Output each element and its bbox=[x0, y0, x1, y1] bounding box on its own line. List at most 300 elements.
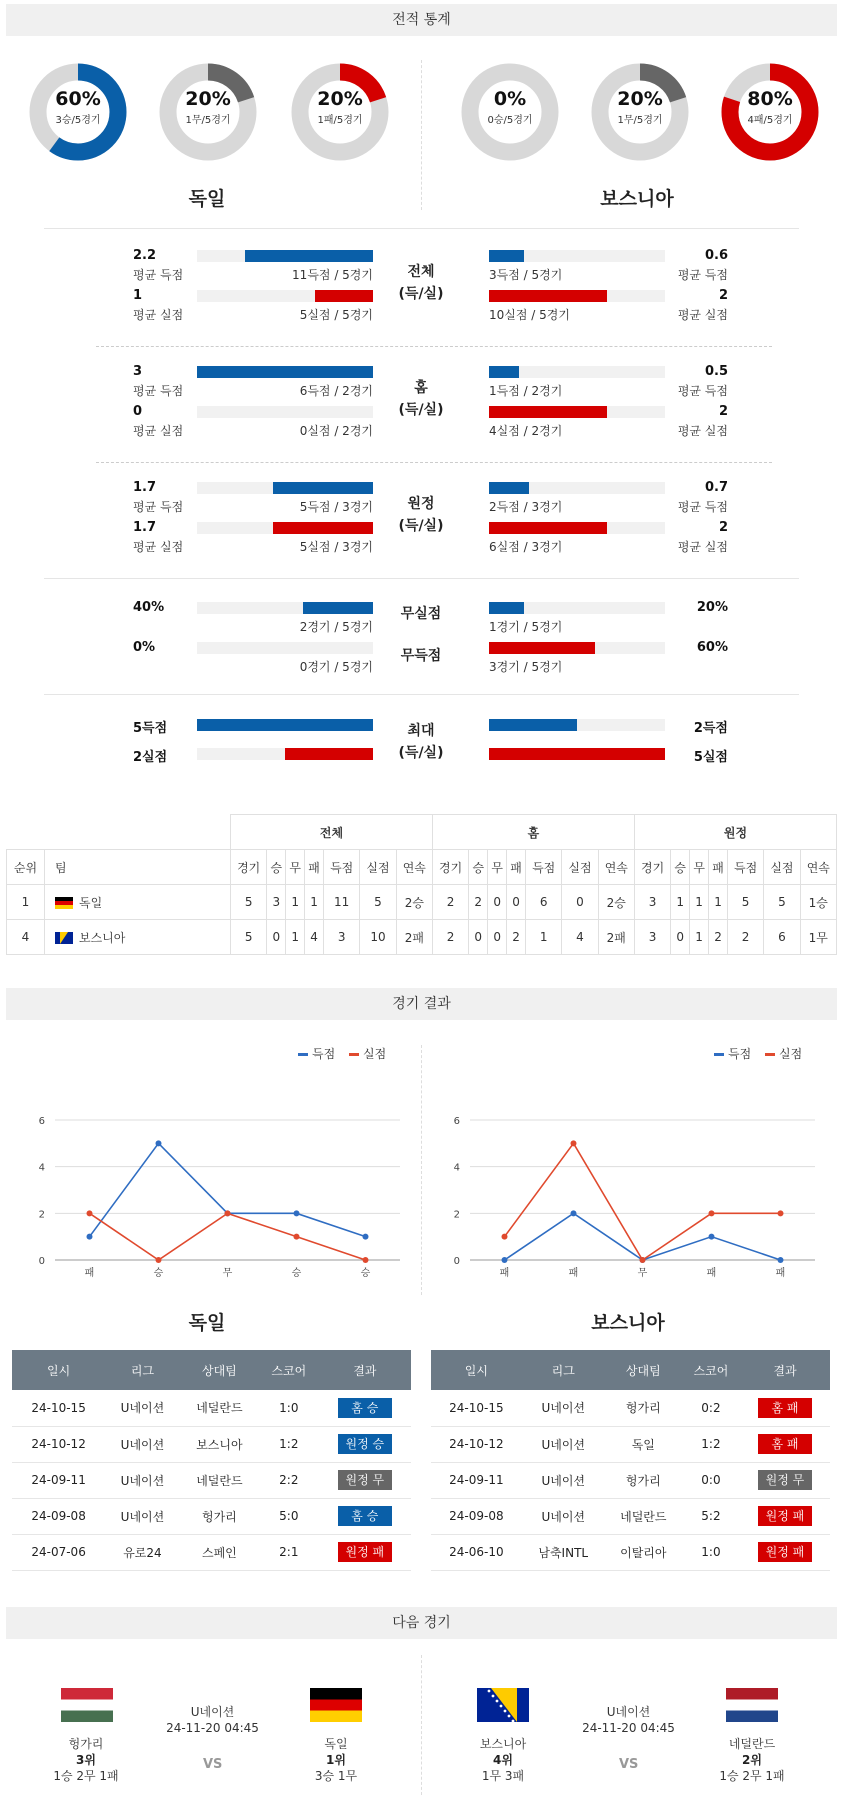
col-header: 득점 bbox=[727, 850, 763, 885]
result-cell bbox=[740, 1498, 830, 1534]
legend-swatch-scored bbox=[298, 1053, 308, 1056]
point-conceded bbox=[363, 1257, 369, 1263]
team-name: 보스니아 bbox=[479, 1737, 527, 1751]
home-avg-scored-value: 2.2 bbox=[133, 248, 157, 263]
col-header: 패 bbox=[507, 850, 526, 885]
away-clean-note: 1경기 / 5경기 bbox=[489, 620, 563, 634]
x-tick-label: 패 bbox=[706, 1268, 717, 1279]
y-tick-label: 2 bbox=[453, 1209, 460, 1221]
away-avg-conceded-value: 2 bbox=[718, 404, 728, 419]
standings-cell: 2승 bbox=[396, 885, 432, 920]
legend-label-conceded: 실점 bbox=[363, 1047, 387, 1061]
col-header: 무 bbox=[286, 850, 305, 885]
result-date: 24-09-11 bbox=[12, 1462, 105, 1498]
stat-center-sub: (득/실) bbox=[398, 402, 444, 418]
standings-cell: 2 bbox=[432, 885, 468, 920]
away-clean-bar-fill bbox=[489, 602, 524, 614]
point-conceded bbox=[778, 1210, 784, 1216]
donut-percent: 20% bbox=[617, 88, 663, 110]
col-header: 경기 bbox=[432, 850, 468, 885]
away-conceded-bar-fill bbox=[489, 406, 607, 418]
standings-cell: 0 bbox=[267, 920, 286, 955]
y-tick-label: 6 bbox=[453, 1116, 460, 1127]
result-badge: 원정 패 bbox=[758, 1542, 812, 1562]
result-cell bbox=[319, 1426, 411, 1462]
result-league: U네이션 bbox=[522, 1462, 605, 1498]
standings-cell: 3 bbox=[324, 920, 360, 955]
y-tick-label: 0 bbox=[38, 1256, 45, 1267]
vs-label: VS bbox=[203, 1757, 223, 1772]
chart-home-goals bbox=[30, 1100, 410, 1290]
result-badge: 원정 승 bbox=[338, 1434, 392, 1454]
standings-cell: 1승 bbox=[800, 885, 836, 920]
result-opp: 네덜란드 bbox=[605, 1498, 682, 1534]
donut-chart bbox=[158, 62, 258, 162]
home-conceded-note: 5실점 / 3경기 bbox=[299, 540, 373, 554]
chart-legend-away bbox=[704, 1045, 802, 1062]
result-badge: 원정 무 bbox=[338, 1470, 392, 1490]
team-record: 3승 1무 bbox=[314, 1769, 358, 1783]
result-badge: 홈 승 bbox=[338, 1398, 392, 1418]
result-date: 24-10-15 bbox=[12, 1390, 105, 1426]
result-opp: 보스니아 bbox=[180, 1426, 259, 1462]
standings-cell: 0 bbox=[507, 885, 526, 920]
standings-cell: 1 bbox=[305, 885, 324, 920]
result-league: U네이션 bbox=[522, 1498, 605, 1534]
point-conceded bbox=[709, 1210, 715, 1216]
away-scored-bar-track bbox=[489, 482, 665, 494]
standings-cell: 4 bbox=[305, 920, 324, 955]
x-tick-label: 승 bbox=[291, 1268, 302, 1279]
standings-cell: 1 bbox=[286, 885, 305, 920]
result-opp: 네덜란드 bbox=[180, 1390, 259, 1426]
home-scored-note: 11득점 / 5경기 bbox=[292, 268, 373, 282]
result-cell bbox=[319, 1390, 411, 1426]
donut-label bbox=[158, 88, 258, 126]
away-max-conceded-value: 5실점 bbox=[693, 750, 728, 765]
result-opp: 스페인 bbox=[180, 1534, 259, 1570]
home-noscore-note: 0경기 / 5경기 bbox=[299, 660, 373, 674]
away-avg-scored-label: 평균 득점 bbox=[677, 384, 728, 398]
stat-center-label: 원정 bbox=[407, 496, 435, 512]
away-avg-conceded-value: 2 bbox=[718, 520, 728, 535]
result-row bbox=[12, 1390, 411, 1426]
standings-group-home: 홈 bbox=[432, 815, 634, 850]
away-scored-note: 2득점 / 3경기 bbox=[489, 500, 563, 514]
donut-percent: 0% bbox=[493, 88, 527, 110]
standings-table bbox=[6, 814, 837, 955]
away-avg-conceded-label: 평균 실점 bbox=[677, 540, 728, 554]
team-record: 1승 2무 1패 bbox=[53, 1769, 119, 1783]
result-opp: 독일 bbox=[605, 1426, 682, 1462]
away-noscore-bar-track bbox=[489, 642, 665, 654]
result-date: 24-06-10 bbox=[431, 1534, 522, 1570]
chart-away-goals bbox=[445, 1100, 825, 1290]
y-tick-label: 4 bbox=[38, 1162, 45, 1174]
team-name-away: 보스니아 bbox=[600, 188, 674, 210]
col-header: 경기 bbox=[634, 850, 670, 885]
standings-cell: 3 bbox=[634, 920, 670, 955]
col-rank: 순위 bbox=[7, 850, 45, 885]
donut-subtitle: 3승/5경기 bbox=[55, 115, 101, 126]
results-col-header: 상대팀 bbox=[180, 1350, 259, 1390]
standings-cell: 1 bbox=[286, 920, 305, 955]
standings-cell: 1 bbox=[690, 920, 709, 955]
result-badge: 홈 패 bbox=[758, 1398, 812, 1418]
standings-row bbox=[7, 920, 837, 955]
team-flag bbox=[55, 932, 73, 944]
away-scored-bar-fill bbox=[489, 482, 529, 494]
next-team-left-a bbox=[36, 1736, 136, 1784]
point-conceded bbox=[225, 1210, 231, 1216]
col-header: 패 bbox=[709, 850, 728, 885]
standings-cell: 6 bbox=[764, 920, 800, 955]
home-scored-bar-track bbox=[197, 482, 373, 494]
next-league: U네이션 bbox=[606, 1705, 651, 1719]
block-divider bbox=[44, 694, 799, 695]
stat-center-label: 전체 bbox=[407, 264, 435, 280]
result-score: 1:2 bbox=[259, 1426, 319, 1462]
away-avg-scored-value: 0.6 bbox=[704, 248, 728, 263]
legend-swatch-conceded bbox=[765, 1053, 775, 1056]
away-avg-conceded-label: 평균 실점 bbox=[677, 424, 728, 438]
donut-subtitle: 1무/5경기 bbox=[617, 115, 663, 126]
col-header: 실점 bbox=[562, 850, 598, 885]
away-noscore-note: 3경기 / 5경기 bbox=[489, 660, 563, 674]
standings-cell: 0 bbox=[671, 920, 690, 955]
result-league: U네이션 bbox=[522, 1390, 605, 1426]
standings-cell: 2 bbox=[432, 920, 468, 955]
col-team: 팀 bbox=[45, 850, 231, 885]
home-clean-bar-track bbox=[197, 602, 373, 614]
result-date: 24-09-08 bbox=[12, 1498, 105, 1534]
result-row bbox=[431, 1426, 830, 1462]
point-scored bbox=[709, 1234, 715, 1240]
result-row bbox=[12, 1498, 411, 1534]
away-scored-bar-track bbox=[489, 366, 665, 378]
clean-sheet-label: 무실점 bbox=[400, 606, 442, 622]
home-max-conceded-bar-fill bbox=[285, 748, 373, 760]
legend-label-scored: 득점 bbox=[728, 1047, 752, 1061]
no-score-label: 무득점 bbox=[400, 648, 442, 664]
point-conceded bbox=[87, 1210, 93, 1216]
x-tick-label: 패 bbox=[499, 1268, 510, 1279]
standings-cell: 1 bbox=[526, 920, 562, 955]
point-conceded bbox=[156, 1257, 162, 1263]
col-header: 승 bbox=[469, 850, 488, 885]
chart-legend-home bbox=[288, 1045, 386, 1062]
point-scored bbox=[156, 1140, 162, 1146]
point-scored bbox=[294, 1210, 300, 1216]
donut-subtitle: 4패/5경기 bbox=[747, 115, 793, 126]
standings-cell: 2 bbox=[507, 920, 526, 955]
col-header: 득점 bbox=[324, 850, 360, 885]
results-col-header: 일시 bbox=[12, 1350, 105, 1390]
away-avg-scored-label: 평균 득점 bbox=[677, 500, 728, 514]
team-name: 독일 bbox=[79, 895, 103, 910]
standings-cell: 2패 bbox=[396, 920, 432, 955]
point-scored bbox=[778, 1257, 784, 1263]
team-rank: 2위 bbox=[742, 1753, 762, 1767]
donut-label bbox=[290, 88, 390, 126]
result-opp: 헝가리 bbox=[605, 1390, 682, 1426]
col-header: 실점 bbox=[764, 850, 800, 885]
team-cell[interactable] bbox=[45, 885, 231, 920]
col-header: 경기 bbox=[231, 850, 267, 885]
standings-cell: 5 bbox=[764, 885, 800, 920]
x-tick-label: 승 bbox=[153, 1268, 164, 1279]
home-conceded-bar-track bbox=[197, 522, 373, 534]
donut-label bbox=[590, 88, 690, 126]
results-col-header: 스코어 bbox=[682, 1350, 740, 1390]
standings-cell: 2 bbox=[469, 885, 488, 920]
point-conceded bbox=[640, 1257, 646, 1263]
donut-subtitle: 1무/5경기 bbox=[185, 115, 231, 126]
away-max-scored-bar-track bbox=[489, 719, 665, 731]
legend-swatch-conceded bbox=[349, 1053, 359, 1056]
result-opp: 네덜란드 bbox=[180, 1462, 259, 1498]
donut-chart bbox=[590, 62, 690, 162]
result-score: 2:1 bbox=[259, 1534, 319, 1570]
col-header: 승 bbox=[671, 850, 690, 885]
home-max-scored-value: 5득점 bbox=[133, 721, 168, 736]
result-date: 24-10-12 bbox=[431, 1426, 522, 1462]
point-scored bbox=[571, 1210, 577, 1216]
home-max-conceded-bar-track bbox=[197, 748, 373, 760]
divider bbox=[44, 228, 799, 229]
donut-chart bbox=[28, 62, 128, 162]
series-line-conceded bbox=[90, 1213, 366, 1260]
next-match-info-right bbox=[566, 1704, 691, 1736]
result-score: 1:0 bbox=[682, 1534, 740, 1570]
legend-label-scored: 득점 bbox=[312, 1047, 336, 1061]
result-row bbox=[12, 1534, 411, 1570]
away-noscore-bar-fill bbox=[489, 642, 595, 654]
result-row bbox=[12, 1462, 411, 1498]
home-scored-note: 6득점 / 2경기 bbox=[299, 384, 373, 398]
team-rank: 1위 bbox=[326, 1753, 346, 1767]
result-row bbox=[431, 1498, 830, 1534]
vertical-divider bbox=[421, 1045, 422, 1295]
standings-cell: 2 bbox=[727, 920, 763, 955]
standings-cell: 0 bbox=[469, 920, 488, 955]
result-date: 24-10-15 bbox=[431, 1390, 522, 1426]
legend-label-conceded: 실점 bbox=[779, 1047, 803, 1061]
max-sub: (득/실) bbox=[398, 745, 444, 761]
y-tick-label: 2 bbox=[38, 1209, 45, 1221]
donut-chart bbox=[290, 62, 390, 162]
standings-cell: 1 bbox=[671, 885, 690, 920]
result-row bbox=[12, 1426, 411, 1462]
result-date: 24-10-12 bbox=[12, 1426, 105, 1462]
standings-cell: 4 bbox=[562, 920, 598, 955]
team-cell[interactable] bbox=[45, 920, 231, 955]
result-date: 24-07-06 bbox=[12, 1534, 105, 1570]
team-name: 독일 bbox=[324, 1737, 348, 1751]
block-divider bbox=[96, 346, 772, 347]
result-league: U네이션 bbox=[105, 1498, 180, 1534]
standings-cell: 2패 bbox=[598, 920, 634, 955]
x-tick-label: 패 bbox=[84, 1268, 95, 1279]
home-conceded-bar-track bbox=[197, 406, 373, 418]
point-conceded bbox=[571, 1140, 577, 1146]
series-line-scored bbox=[505, 1213, 781, 1260]
stat-center-label: 홈 bbox=[414, 380, 428, 396]
standings-cell: 2 bbox=[709, 920, 728, 955]
standings-cell: 10 bbox=[360, 920, 396, 955]
away-clean-bar-track bbox=[489, 602, 665, 614]
donut-percent: 20% bbox=[317, 88, 363, 110]
donut-label bbox=[460, 88, 560, 126]
x-tick-label: 패 bbox=[568, 1268, 579, 1279]
block-divider bbox=[44, 578, 799, 579]
result-date: 24-09-11 bbox=[431, 1462, 522, 1498]
y-tick-label: 6 bbox=[38, 1116, 45, 1127]
point-conceded bbox=[502, 1234, 508, 1240]
standings-cell: 0 bbox=[488, 920, 507, 955]
next-team-right-b bbox=[702, 1736, 802, 1784]
result-score: 5:0 bbox=[259, 1498, 319, 1534]
next-team-left-b bbox=[286, 1736, 386, 1784]
y-tick-label: 0 bbox=[453, 1256, 460, 1267]
x-tick-label: 무 bbox=[637, 1268, 648, 1279]
point-scored bbox=[363, 1234, 369, 1240]
away-conceded-note: 4실점 / 2경기 bbox=[489, 424, 563, 438]
result-cell bbox=[740, 1390, 830, 1426]
result-opp: 헝가리 bbox=[180, 1498, 259, 1534]
standings-cell: 0 bbox=[562, 885, 598, 920]
block-divider bbox=[96, 462, 772, 463]
standings-cell: 5 bbox=[231, 920, 267, 955]
home-avg-scored-label: 평균 득점 bbox=[133, 500, 184, 514]
standings-cell: 1무 bbox=[800, 920, 836, 955]
home-scored-bar-fill bbox=[273, 482, 373, 494]
result-cell bbox=[319, 1498, 411, 1534]
away-no-score-value: 60% bbox=[696, 640, 728, 655]
result-opp: 이탈리아 bbox=[605, 1534, 682, 1570]
result-cell bbox=[319, 1534, 411, 1570]
home-conceded-note: 0실점 / 2경기 bbox=[299, 424, 373, 438]
result-league: U네이션 bbox=[105, 1390, 180, 1426]
point-conceded bbox=[294, 1234, 300, 1240]
team-name: 보스니아 bbox=[79, 930, 126, 945]
home-clean-sheet-value: 40% bbox=[133, 600, 165, 615]
standings-cell: 0 bbox=[488, 885, 507, 920]
away-scored-bar-fill bbox=[489, 366, 519, 378]
standings-cell: 5 bbox=[231, 885, 267, 920]
result-badge: 원정 무 bbox=[758, 1470, 812, 1490]
section-header-match-results: 경기 결과 bbox=[6, 988, 837, 1020]
away-conceded-bar-fill bbox=[489, 290, 607, 302]
result-badge: 원정 패 bbox=[758, 1506, 812, 1526]
donut-label bbox=[720, 88, 820, 126]
home-avg-scored-label: 평균 득점 bbox=[133, 384, 184, 398]
home-avg-scored-label: 평균 득점 bbox=[133, 268, 184, 282]
away-scored-bar-fill bbox=[489, 250, 524, 262]
section-header-record-stats: 전적 통계 bbox=[6, 4, 837, 36]
home-conceded-bar-fill bbox=[273, 522, 373, 534]
standings-blank bbox=[7, 815, 231, 850]
home-max-conceded-value: 2실점 bbox=[133, 750, 168, 765]
team-record: 1무 3패 bbox=[481, 1769, 525, 1783]
results-col-header: 일시 bbox=[431, 1350, 522, 1390]
result-league: U네이션 bbox=[105, 1462, 180, 1498]
team-name: 헝가리 bbox=[68, 1737, 104, 1751]
away-max-scored-value: 2득점 bbox=[693, 721, 728, 736]
results-col-header: 스코어 bbox=[259, 1350, 319, 1390]
result-score: 0:0 bbox=[682, 1462, 740, 1498]
away-scored-note: 3득점 / 5경기 bbox=[489, 268, 563, 282]
home-avg-conceded-value: 0 bbox=[133, 404, 143, 419]
x-tick-label: 승 bbox=[360, 1268, 371, 1279]
result-league: 유로24 bbox=[105, 1534, 180, 1570]
x-tick-label: 패 bbox=[775, 1268, 786, 1279]
home-conceded-bar-fill bbox=[315, 290, 373, 302]
home-scored-bar-fill bbox=[245, 250, 373, 262]
donut-label bbox=[28, 88, 128, 126]
result-cell bbox=[319, 1462, 411, 1498]
col-header: 연속 bbox=[396, 850, 432, 885]
next-league: U네이션 bbox=[190, 1705, 235, 1719]
results-team-away: 보스니아 bbox=[591, 1312, 665, 1334]
results-team-home: 독일 bbox=[188, 1312, 226, 1334]
point-scored bbox=[87, 1234, 93, 1240]
col-header: 실점 bbox=[360, 850, 396, 885]
result-badge: 홈 패 bbox=[758, 1434, 812, 1454]
home-scored-note: 5득점 / 3경기 bbox=[299, 500, 373, 514]
home-avg-conceded-label: 평균 실점 bbox=[133, 540, 184, 554]
stat-center-sub: (득/실) bbox=[398, 518, 444, 534]
away-avg-scored-label: 평균 득점 bbox=[677, 268, 728, 282]
col-header: 승 bbox=[267, 850, 286, 885]
results-col-header: 상대팀 bbox=[605, 1350, 682, 1390]
y-tick-label: 4 bbox=[453, 1162, 460, 1174]
away-conceded-bar-fill bbox=[489, 522, 607, 534]
home-scored-bar-track bbox=[197, 250, 373, 262]
home-avg-conceded-value: 1.7 bbox=[133, 520, 157, 535]
vs-label: VS bbox=[619, 1757, 639, 1772]
team-flag bbox=[55, 897, 73, 909]
result-league: U네이션 bbox=[105, 1426, 180, 1462]
away-conceded-bar-track bbox=[489, 522, 665, 534]
stat-center-sub: (득/실) bbox=[398, 286, 444, 302]
standings-cell: 1 bbox=[690, 885, 709, 920]
next-time: 24-11-20 04:45 bbox=[582, 1721, 675, 1735]
team-name-home: 독일 bbox=[188, 188, 226, 210]
home-conceded-bar-track bbox=[197, 290, 373, 302]
flag-bosnia bbox=[477, 1688, 529, 1722]
home-avg-conceded-label: 평균 실점 bbox=[133, 308, 184, 322]
home-scored-bar-track bbox=[197, 366, 373, 378]
flag-bosnia-emblem bbox=[477, 1688, 529, 1722]
home-max-scored-bar-fill bbox=[197, 719, 373, 731]
away-scored-note: 1득점 / 2경기 bbox=[489, 384, 563, 398]
result-row bbox=[431, 1390, 830, 1426]
standings-cell: 6 bbox=[526, 885, 562, 920]
donut-chart bbox=[720, 62, 820, 162]
next-match-info-left bbox=[150, 1704, 275, 1736]
standings-cell: 11 bbox=[324, 885, 360, 920]
result-opp: 헝가리 bbox=[605, 1462, 682, 1498]
standings-cell: 3 bbox=[634, 885, 670, 920]
result-badge: 원정 패 bbox=[338, 1542, 392, 1562]
away-clean-sheet-value: 20% bbox=[696, 600, 728, 615]
result-row bbox=[431, 1534, 830, 1570]
away-avg-conceded-value: 2 bbox=[718, 288, 728, 303]
flag-germany bbox=[310, 1688, 362, 1722]
home-avg-conceded-label: 평균 실점 bbox=[133, 424, 184, 438]
result-score: 0:2 bbox=[682, 1390, 740, 1426]
